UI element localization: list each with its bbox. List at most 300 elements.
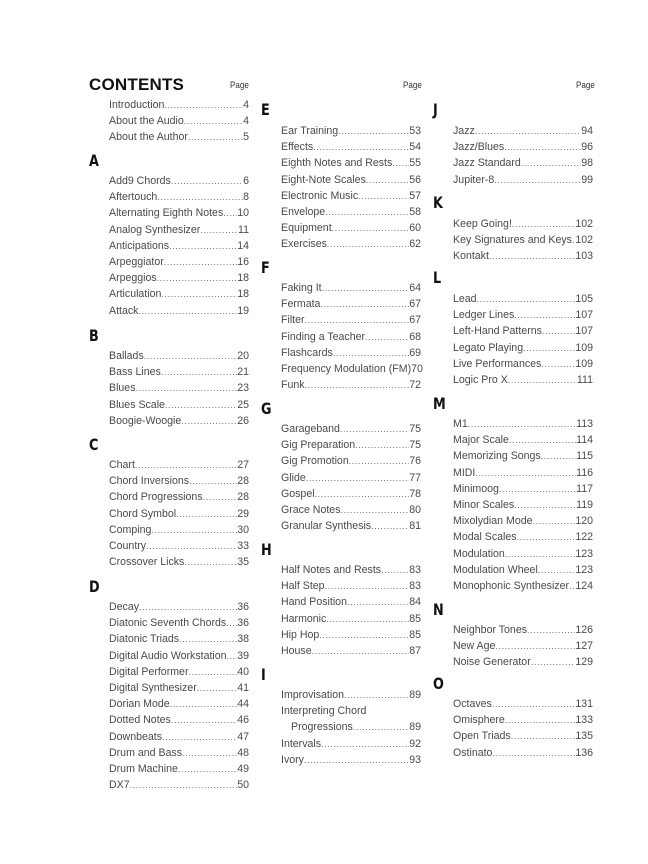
toc-entry[interactable] bbox=[281, 220, 421, 236]
entry-title: Modal Scales bbox=[453, 531, 517, 544]
dot-leader bbox=[332, 220, 410, 236]
entry-page-number: 120 bbox=[575, 515, 593, 528]
toc-entry[interactable] bbox=[453, 307, 593, 323]
entry-title: Boogie-Woogie bbox=[109, 414, 182, 427]
toc-entry[interactable] bbox=[109, 457, 249, 473]
dot-leader bbox=[203, 489, 238, 505]
entry-page-number: 81 bbox=[409, 520, 421, 533]
dot-leader bbox=[509, 432, 576, 448]
entry-page-number: 14 bbox=[237, 239, 249, 252]
toc-entry[interactable] bbox=[109, 712, 249, 728]
toc-entry[interactable] bbox=[109, 554, 249, 570]
entry-title: Digital Audio Workstation bbox=[109, 649, 227, 662]
entry-page-number: 117 bbox=[576, 482, 593, 495]
entry-page-number: 10 bbox=[237, 207, 249, 220]
toc-entry[interactable] bbox=[109, 254, 249, 270]
page-column-label: Page bbox=[576, 80, 595, 91]
dot-leader bbox=[182, 745, 237, 761]
dot-leader bbox=[171, 173, 243, 189]
entry-page-number: 89 bbox=[409, 721, 421, 734]
toc-entry[interactable] bbox=[281, 139, 421, 155]
entry-page-number: 119 bbox=[576, 499, 593, 511]
entry-title: Granular Synthesis bbox=[281, 520, 372, 533]
toc-entry[interactable] bbox=[109, 599, 249, 615]
entry-title: Half Step bbox=[281, 580, 325, 593]
dot-leader bbox=[358, 188, 409, 204]
toc-entry[interactable] bbox=[281, 703, 421, 719]
dot-leader bbox=[139, 599, 237, 615]
entry-page-number: 4 bbox=[243, 115, 249, 128]
toc-entry[interactable] bbox=[281, 594, 421, 610]
toc-entry[interactable] bbox=[281, 329, 421, 345]
toc-entry[interactable] bbox=[453, 448, 593, 464]
entry-page-number: 33 bbox=[237, 540, 249, 552]
entry-page-number: 109 bbox=[575, 341, 593, 354]
entry-title: Chord Inversions bbox=[109, 475, 190, 488]
toc-entry[interactable] bbox=[281, 453, 421, 469]
entry-title: Exercises bbox=[281, 238, 327, 251]
dot-leader bbox=[325, 578, 410, 594]
section-letter-l: L bbox=[433, 268, 442, 287]
toc-entry[interactable] bbox=[281, 486, 421, 502]
entry-page-number: 49 bbox=[237, 763, 249, 775]
entry-title: Drum and Bass bbox=[109, 746, 183, 759]
toc-entry[interactable] bbox=[281, 736, 421, 752]
entry-title: Progressions bbox=[291, 721, 353, 734]
toc-entry-intro[interactable] bbox=[109, 97, 249, 113]
toc-entry[interactable] bbox=[109, 397, 249, 413]
dot-leader bbox=[171, 712, 237, 728]
entry-title: Envelope bbox=[281, 206, 326, 218]
entry-page-number: 123 bbox=[575, 547, 593, 560]
entry-title: Introduction bbox=[109, 99, 165, 111]
toc-entry[interactable] bbox=[281, 437, 421, 453]
entry-title: Decay bbox=[109, 601, 140, 613]
toc-entry[interactable] bbox=[281, 752, 421, 768]
entry-page-number: 107 bbox=[575, 309, 593, 322]
entry-title: Major Scale bbox=[453, 434, 509, 447]
toc-entry[interactable] bbox=[109, 631, 249, 647]
entry-title: Crossover Licks bbox=[109, 556, 185, 569]
entry-title: MIDI bbox=[453, 466, 476, 479]
toc-entry[interactable] bbox=[281, 518, 421, 534]
toc-entry[interactable] bbox=[453, 638, 593, 654]
entry-title: Finding a Teacher bbox=[281, 330, 366, 343]
toc-entry[interactable] bbox=[453, 712, 593, 728]
toc-entry[interactable] bbox=[281, 312, 421, 328]
entry-page-number: 89 bbox=[409, 689, 421, 701]
entry-title: Improvisation bbox=[281, 689, 344, 701]
toc-entry[interactable] bbox=[281, 421, 421, 437]
entry-page-number: 19 bbox=[237, 304, 249, 317]
entry-page-number: 64 bbox=[409, 282, 421, 294]
toc-entry[interactable] bbox=[281, 562, 421, 578]
entry-page-number: 23 bbox=[237, 382, 249, 395]
toc-entry[interactable] bbox=[109, 173, 249, 189]
toc-entry[interactable] bbox=[281, 123, 421, 139]
dot-leader bbox=[475, 465, 576, 481]
entry-title: Legato Playing bbox=[453, 341, 524, 354]
entry-title: Octaves bbox=[453, 698, 492, 710]
dot-leader bbox=[511, 728, 576, 744]
page-column-label: Page bbox=[230, 80, 249, 91]
toc-entry[interactable] bbox=[453, 513, 593, 529]
entry-page-number: 83 bbox=[409, 564, 421, 576]
entry-page-number: 41 bbox=[237, 682, 249, 694]
entry-title: Noise Generator bbox=[453, 656, 531, 669]
entry-page-number: 85 bbox=[409, 612, 421, 625]
entry-page-number: 47 bbox=[237, 730, 249, 743]
toc-entry[interactable] bbox=[109, 286, 249, 302]
entry-page-number: 28 bbox=[237, 475, 249, 488]
dot-leader bbox=[366, 172, 409, 188]
dot-leader bbox=[135, 457, 237, 473]
toc-entry[interactable] bbox=[109, 648, 249, 664]
toc-entry[interactable] bbox=[281, 687, 421, 703]
entry-title: Filter bbox=[281, 314, 305, 327]
toc-entry[interactable] bbox=[281, 155, 421, 171]
dot-leader bbox=[492, 745, 575, 761]
toc-entry[interactable] bbox=[453, 356, 593, 372]
dot-leader bbox=[340, 421, 409, 437]
toc-entry[interactable] bbox=[453, 529, 593, 545]
dot-leader bbox=[169, 238, 237, 254]
section-letter-a: A bbox=[89, 151, 99, 170]
dot-leader bbox=[189, 473, 237, 489]
dot-leader bbox=[164, 97, 243, 113]
entry-title: Flashcards bbox=[281, 346, 333, 359]
entry-title: Memorizing Songs bbox=[453, 450, 541, 463]
section-letter-k: K bbox=[433, 193, 443, 212]
dot-leader bbox=[347, 594, 409, 610]
toc-entry[interactable] bbox=[453, 481, 593, 497]
toc-entry[interactable] bbox=[109, 413, 249, 429]
entry-title: Intervals bbox=[281, 737, 322, 750]
entry-title: Digital Synthesizer bbox=[109, 682, 197, 694]
entry-title: Ledger Lines bbox=[453, 309, 515, 322]
toc-entry[interactable] bbox=[281, 470, 421, 486]
dot-leader bbox=[489, 248, 575, 264]
dot-leader bbox=[514, 307, 575, 323]
toc-entry[interactable] bbox=[453, 728, 593, 744]
toc-entry[interactable] bbox=[281, 361, 421, 377]
entry-page-number: 78 bbox=[409, 487, 421, 500]
entry-page-number: 18 bbox=[237, 272, 249, 285]
dot-leader bbox=[527, 622, 575, 638]
entry-page-number: 123 bbox=[575, 563, 593, 576]
toc-entry[interactable] bbox=[453, 696, 593, 712]
section-letter-j: J bbox=[433, 100, 438, 119]
dot-leader bbox=[179, 631, 237, 647]
entry-page-number: 5 bbox=[243, 131, 249, 144]
entry-title: Bass Lines bbox=[109, 366, 161, 379]
entry-title: Gig Promotion bbox=[281, 455, 349, 468]
toc-entry[interactable] bbox=[109, 745, 249, 761]
toc-entry[interactable] bbox=[109, 615, 249, 631]
entry-title: Eighth Notes and Rests bbox=[281, 157, 393, 170]
dot-leader bbox=[306, 470, 409, 486]
entry-title: Neighbor Tones bbox=[453, 624, 528, 636]
entry-title: Blues Scale bbox=[109, 398, 165, 411]
toc-entry[interactable] bbox=[281, 172, 421, 188]
entry-page-number: 11 bbox=[238, 223, 249, 236]
toc-entry[interactable] bbox=[453, 248, 593, 264]
dot-leader bbox=[165, 397, 237, 413]
entry-title: Gig Preparation bbox=[281, 439, 356, 452]
entry-page-number: 87 bbox=[409, 645, 421, 657]
toc-entry[interactable] bbox=[453, 546, 593, 562]
entry-page-number: 113 bbox=[576, 418, 593, 430]
toc-entry[interactable] bbox=[281, 719, 421, 735]
dot-leader bbox=[533, 513, 576, 529]
toc-entry[interactable] bbox=[109, 303, 249, 319]
section-letter-o: O bbox=[433, 674, 444, 693]
entry-page-number: 136 bbox=[575, 746, 593, 759]
entry-page-number: 54 bbox=[409, 141, 421, 154]
entry-page-number: 50 bbox=[237, 779, 249, 792]
entry-title: House bbox=[281, 645, 312, 657]
toc-entry[interactable] bbox=[453, 172, 593, 188]
section-letter-i: I bbox=[261, 665, 266, 684]
dot-leader bbox=[320, 296, 409, 312]
entry-title: Downbeats bbox=[109, 730, 162, 743]
toc-entry[interactable] bbox=[453, 497, 593, 513]
entry-page-number: 133 bbox=[575, 714, 593, 727]
dot-leader bbox=[138, 303, 237, 319]
entry-page-number: 80 bbox=[409, 504, 421, 516]
entry-title: Live Performances bbox=[453, 357, 542, 370]
toc-entry[interactable] bbox=[453, 123, 593, 139]
entry-title: Drum Machine bbox=[109, 763, 178, 775]
toc-entry[interactable] bbox=[281, 280, 421, 296]
entry-title: Ballads bbox=[109, 350, 144, 362]
toc-entry[interactable] bbox=[281, 188, 421, 204]
entry-title: Chart bbox=[109, 459, 135, 471]
toc-entry[interactable] bbox=[453, 465, 593, 481]
toc-entry[interactable] bbox=[453, 432, 593, 448]
toc-entry[interactable] bbox=[453, 323, 593, 339]
toc-entry[interactable] bbox=[281, 204, 421, 220]
entry-title: Alternating Eighth Notes bbox=[109, 207, 224, 220]
entry-page-number: 116 bbox=[576, 466, 593, 479]
entry-title: Chord Symbol bbox=[109, 507, 177, 520]
section-letter-n: N bbox=[433, 600, 444, 619]
dot-leader bbox=[494, 172, 581, 188]
entry-page-number: 25 bbox=[237, 398, 249, 411]
entry-title: Aftertouch bbox=[109, 191, 158, 204]
dot-leader bbox=[338, 123, 409, 139]
dot-leader bbox=[468, 416, 576, 432]
toc-entry[interactable] bbox=[281, 578, 421, 594]
toc-entry[interactable] bbox=[281, 502, 421, 518]
dot-leader bbox=[170, 696, 238, 712]
dot-leader bbox=[157, 270, 238, 286]
toc-entry[interactable] bbox=[109, 729, 249, 745]
entry-title: Fermata bbox=[281, 298, 321, 311]
dot-leader bbox=[162, 729, 237, 745]
toc-entry[interactable] bbox=[453, 562, 593, 578]
dot-leader bbox=[495, 638, 575, 654]
entry-title: Jazz/Blues bbox=[453, 141, 505, 154]
toc-entry[interactable] bbox=[281, 643, 421, 659]
toc-entry[interactable] bbox=[109, 761, 249, 777]
dot-leader bbox=[333, 345, 409, 361]
entry-page-number: 77 bbox=[409, 471, 421, 484]
entry-title: Diatonic Seventh Chords bbox=[109, 617, 227, 630]
entry-title: Glide bbox=[281, 471, 306, 484]
dot-leader bbox=[161, 364, 237, 380]
entry-page-number: 105 bbox=[575, 293, 593, 305]
entry-title: Kontakt bbox=[453, 250, 489, 263]
entry-page-number: 62 bbox=[409, 238, 421, 251]
entry-title: About the Audio bbox=[109, 115, 184, 128]
entry-title: Monophonic Synthesizer bbox=[453, 580, 570, 592]
entry-page-number: 135 bbox=[575, 730, 593, 743]
dot-leader bbox=[305, 312, 410, 328]
toc-entry[interactable] bbox=[453, 155, 593, 171]
toc-entry[interactable] bbox=[453, 745, 593, 761]
dot-leader bbox=[226, 615, 237, 631]
entry-page-number: 103 bbox=[575, 250, 593, 263]
dot-leader bbox=[315, 486, 410, 502]
toc-entry[interactable] bbox=[281, 627, 421, 643]
dot-leader bbox=[136, 380, 238, 396]
toc-entry[interactable] bbox=[453, 232, 593, 248]
page-column-label: Page bbox=[403, 80, 422, 91]
entry-title: Omisphere bbox=[453, 714, 505, 727]
entry-page-number: 29 bbox=[237, 507, 249, 520]
entry-title: DX7 bbox=[109, 779, 130, 792]
entry-page-number: 6 bbox=[243, 175, 249, 187]
entry-page-number: 20 bbox=[237, 350, 249, 362]
entry-page-number: 57 bbox=[409, 189, 421, 202]
dot-leader bbox=[178, 761, 237, 777]
toc-entry[interactable] bbox=[281, 236, 421, 252]
toc-entry[interactable] bbox=[109, 522, 249, 538]
entry-title: Minimoog bbox=[453, 482, 499, 495]
entry-title: Keep Going! bbox=[453, 218, 512, 230]
toc-entry[interactable] bbox=[453, 372, 593, 388]
toc-entry[interactable] bbox=[281, 377, 421, 393]
dot-leader bbox=[353, 719, 409, 735]
contents-title: CONTENTS bbox=[89, 75, 185, 94]
dot-leader bbox=[146, 538, 237, 554]
entry-page-number: 55 bbox=[409, 157, 421, 170]
toc-entry[interactable] bbox=[109, 222, 249, 238]
dot-leader bbox=[344, 687, 409, 703]
toc-entry[interactable] bbox=[109, 777, 249, 793]
dot-leader bbox=[223, 205, 237, 221]
entry-title: Gospel bbox=[281, 487, 315, 500]
toc-entry[interactable] bbox=[109, 473, 249, 489]
dot-leader bbox=[313, 139, 409, 155]
section-letter-g: G bbox=[261, 399, 272, 418]
toc-entry[interactable] bbox=[453, 416, 593, 432]
dot-leader bbox=[161, 286, 237, 302]
dot-leader bbox=[349, 453, 409, 469]
toc-entry[interactable] bbox=[109, 205, 249, 221]
dot-leader bbox=[164, 254, 237, 270]
toc-entry[interactable] bbox=[281, 296, 421, 312]
entry-title: Garageband bbox=[281, 423, 340, 435]
dot-leader bbox=[381, 562, 409, 578]
entry-title: Anticipations bbox=[109, 239, 170, 252]
entry-title: Arpeggiator bbox=[109, 256, 164, 268]
dot-leader bbox=[538, 562, 576, 578]
entry-page-number: 124 bbox=[575, 580, 593, 592]
dot-leader bbox=[508, 372, 577, 388]
toc-entry[interactable] bbox=[109, 364, 249, 380]
entry-title: Modulation Wheel bbox=[453, 563, 538, 576]
dot-leader bbox=[475, 123, 581, 139]
toc-entry[interactable] bbox=[281, 611, 421, 627]
entry-title: Hand Position bbox=[281, 596, 347, 609]
dot-leader bbox=[227, 648, 238, 664]
section-letter-m: M bbox=[433, 394, 446, 413]
dot-leader bbox=[505, 546, 575, 562]
toc-entry[interactable] bbox=[453, 654, 593, 670]
entry-page-number: 58 bbox=[409, 206, 421, 218]
toc-entry[interactable] bbox=[453, 291, 593, 307]
dot-leader bbox=[305, 377, 410, 393]
entry-page-number: 38 bbox=[237, 633, 249, 646]
toc-entry[interactable] bbox=[109, 506, 249, 522]
toc-entry[interactable] bbox=[281, 345, 421, 361]
toc-entry[interactable] bbox=[109, 538, 249, 554]
toc-entry[interactable] bbox=[109, 270, 249, 286]
toc-entry[interactable] bbox=[453, 622, 593, 638]
toc-entry[interactable] bbox=[109, 238, 249, 254]
entry-page-number: 92 bbox=[409, 737, 421, 750]
entry-title: Modulation bbox=[453, 547, 505, 560]
section-letter-d: D bbox=[89, 577, 100, 596]
toc-entry[interactable] bbox=[109, 489, 249, 505]
dot-leader bbox=[304, 752, 409, 768]
toc-entry[interactable] bbox=[109, 696, 249, 712]
entry-title: About the Author bbox=[109, 131, 188, 144]
dot-leader bbox=[184, 554, 237, 570]
entry-page-number: 44 bbox=[237, 698, 249, 711]
toc-entry[interactable] bbox=[109, 380, 249, 396]
dot-leader bbox=[200, 222, 238, 238]
toc-entry[interactable] bbox=[453, 139, 593, 155]
entry-page-number: 107 bbox=[575, 325, 593, 338]
dot-leader bbox=[188, 129, 243, 145]
toc-entry-intro[interactable] bbox=[109, 113, 249, 129]
entry-page-number: 40 bbox=[237, 665, 249, 678]
toc-entry[interactable] bbox=[109, 664, 249, 680]
toc-entry[interactable] bbox=[109, 680, 249, 696]
entry-title: Eight-Note Scales bbox=[281, 173, 366, 186]
dot-leader bbox=[130, 777, 238, 793]
entry-title: Add9 Chords bbox=[109, 175, 171, 187]
dot-leader bbox=[157, 189, 243, 205]
toc-entry[interactable] bbox=[109, 189, 249, 205]
entry-page-number: 109 bbox=[575, 357, 593, 370]
entry-page-number: 129 bbox=[575, 656, 593, 669]
entry-page-number: 35 bbox=[237, 556, 249, 569]
entry-page-number: 36 bbox=[237, 617, 249, 630]
toc-entry[interactable] bbox=[453, 340, 593, 356]
entry-page-number: 67 bbox=[409, 314, 421, 327]
toc-entry-intro[interactable] bbox=[109, 129, 249, 145]
dot-leader bbox=[521, 155, 581, 171]
toc-entry[interactable] bbox=[453, 578, 593, 594]
toc-entry[interactable] bbox=[453, 216, 593, 232]
toc-entry[interactable] bbox=[109, 348, 249, 364]
dot-leader bbox=[325, 204, 409, 220]
dot-leader bbox=[499, 481, 576, 497]
